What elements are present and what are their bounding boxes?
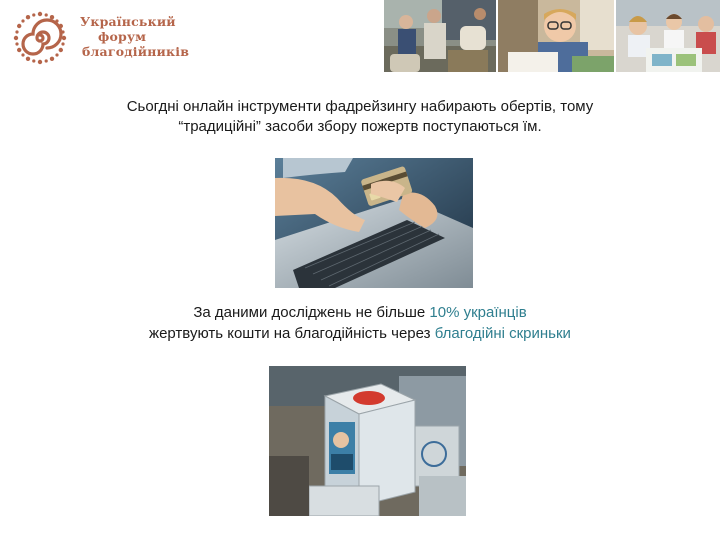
logo-line-2: форум — [98, 29, 147, 44]
header-photo-aid-distribution — [384, 0, 496, 72]
logo-icon — [12, 10, 68, 66]
header-photo-classroom — [616, 0, 720, 72]
intro-paragraph — [60, 97, 660, 137]
intro-line-2: “традиційні” засоби збору пожертв поступаються їм. — [178, 118, 542, 135]
intro-line-1: Сьогдні онлайн інструменти фадрейзингу набирають обертів, тому — [126, 98, 594, 115]
logo-text — [80, 14, 189, 59]
header — [0, 0, 720, 78]
photo-online-payment — [275, 158, 473, 288]
photo-donation-box — [269, 366, 466, 516]
stat-highlight-percentage: 10% українців — [429, 304, 527, 321]
stat-line-1-text: За даними досліджень не більше — [193, 304, 430, 321]
stat-line-2-text: жертвують кошти на благодійність через — [149, 325, 435, 342]
header-photo-child-reading — [498, 0, 614, 72]
stat-line-1 — [60, 302, 660, 323]
statistic-paragraph — [60, 302, 660, 344]
stat-highlight-donation-boxes: благодійні скриньки — [434, 325, 571, 342]
stat-line-2 — [60, 323, 660, 344]
logo-line-3: благодійників — [82, 44, 190, 59]
logo-line-1: Український — [80, 14, 176, 29]
